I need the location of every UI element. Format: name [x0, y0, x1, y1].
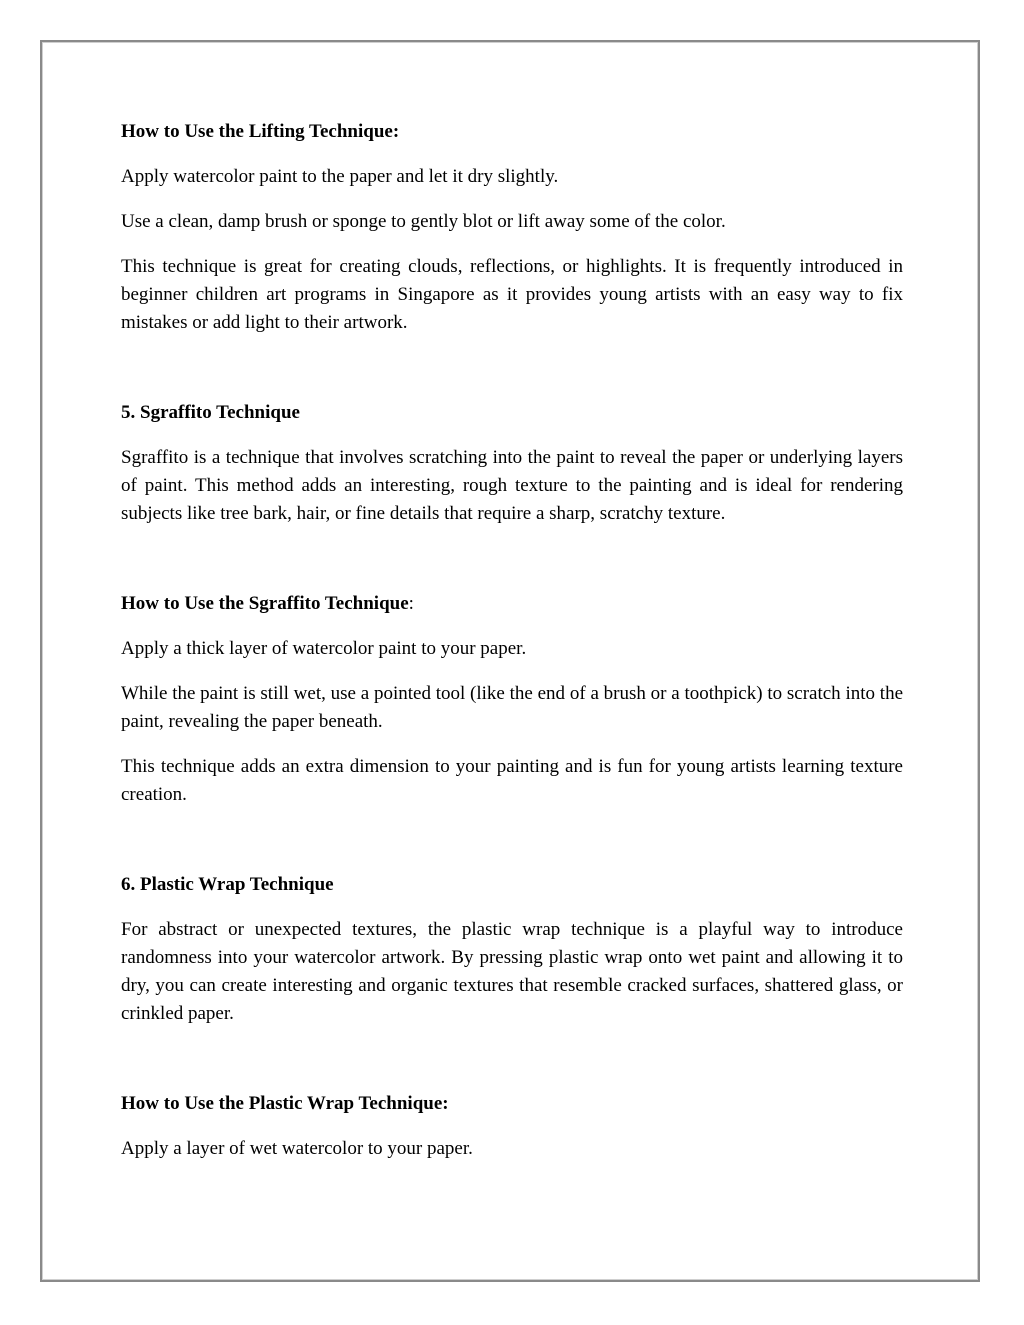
plastic-wrap-how-to-heading: How to Use the Plastic Wrap Technique:: [121, 1093, 449, 1114]
plastic-wrap-description: For abstract or unexpected textures, the plastic wrap technique is a playful way to introduce randomness into your watercolor artwork. By pressing plastic wrap onto wet paint and allowing it to dry, you can create interesting and organic textures that resemble cracked surfaces, shattered glass, or crinkled paper.: [121, 919, 903, 1024]
plastic-wrap-step-1: Apply a layer of wet watercolor to your paper.: [121, 1138, 473, 1159]
sgraffito-how-to-heading: [121, 590, 903, 618]
document-body: [121, 118, 903, 1163]
sgraffito-how-to-colon: :: [408, 593, 414, 614]
sgraffito-how-to-heading-text: How to Use the Sgraffito Technique: [121, 593, 409, 614]
lifting-step-2: Use a clean, damp brush or sponge to gently blot or lift away some of the color.: [121, 211, 726, 232]
sgraffito-step-2: While the paint is still wet, use a pointed tool (like the end of a brush or a toothpick) to scratch into the paint, revealing the paper beneath.: [121, 683, 903, 732]
sgraffito-step-1: Apply a thick layer of watercolor paint to your paper.: [121, 638, 527, 659]
sgraffito-step-3: This technique adds an extra dimension to your painting and is fun for young artists learning texture creation.: [121, 756, 903, 805]
lifting-step-1: Apply watercolor paint to the paper and let it dry slightly.: [121, 166, 559, 187]
lifting-step-3: This technique is great for creating clouds, reflections, or highlights. It is frequently introduced in beginner children art programs in Singapore as it provides young artists with an easy way to fix mistakes or add light to their artwork.: [121, 256, 903, 333]
plastic-wrap-heading: 6. Plastic Wrap Technique: [121, 874, 334, 895]
sgraffito-heading: 5. Sgraffito Technique: [121, 402, 300, 423]
lifting-how-to-heading: How to Use the Lifting Technique:: [121, 121, 400, 142]
sgraffito-description: Sgraffito is a technique that involves scratching into the paint to reveal the paper or underlying layers of paint. This method adds an interesting, rough texture to the painting and is ideal for rendering subjects like tree bark, hair, or fine details that require a sharp, scratchy texture.: [121, 447, 903, 524]
